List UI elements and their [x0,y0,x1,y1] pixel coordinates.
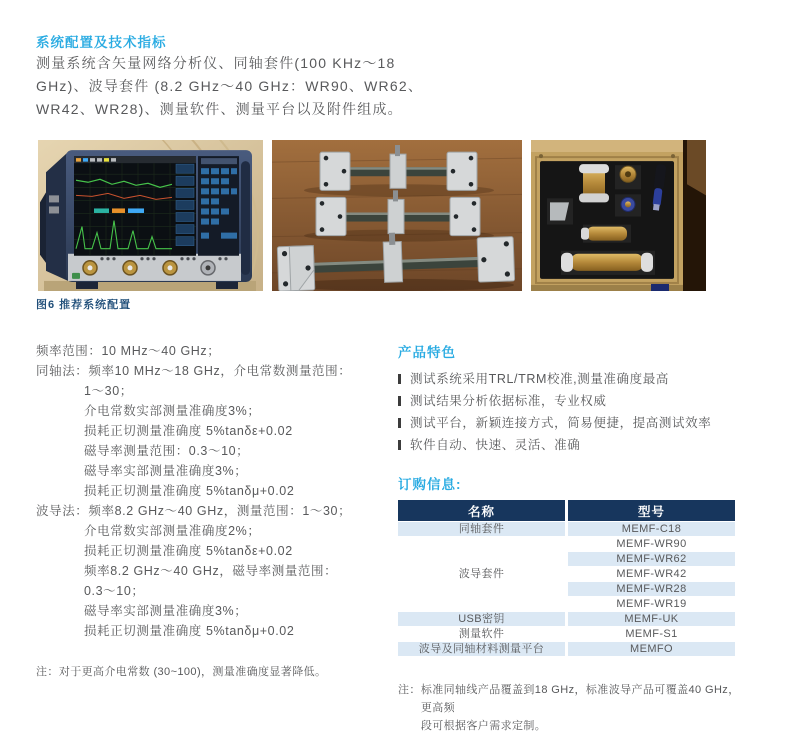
note-text [421,681,750,735]
order-table-name-cell: 测量软件 [398,627,565,641]
intro-line: WR42、WR28)、测量软件、测量平台以及附件组成。 [36,101,403,117]
technical-specs-column [36,341,392,681]
bullet-bar-icon [398,374,401,384]
page-title: 系统配置及技术指标 [36,35,167,50]
spec-line: 介电常数实部测量准确度3%； [84,404,261,418]
spec-line: 损耗正切测量准确度 5%tanδμ+0.02 [84,624,295,638]
features-ordering-column [398,341,750,735]
feature-text: 测试结果分析依据标准，专业权威 [410,394,607,408]
feature-item [398,412,750,434]
order-table-row [398,642,735,656]
order-table-model-cell: MEMFO [568,642,735,656]
intro-paragraph [36,52,472,121]
order-table-row [398,522,735,536]
spec-line: 磁导率实部测量准确度3%； [84,464,248,478]
vector-network-analyzer-photo [38,140,263,291]
order-table-name-cell: 波导套件 [398,537,565,611]
note-line: 标准同轴线产品覆盖到18 GHz，标准波导产品可覆盖40 GHz，更高频 [420,684,740,714]
feature-item [398,390,750,412]
order-table-name-cell: 波导及同轴材料测量平台 [398,642,565,656]
order-table-row [398,537,735,551]
note-label: 注： [398,684,421,696]
bullet-bar-icon [398,418,401,428]
note-label: 注： [36,666,59,678]
intro-line: GHz)、波导套件 (8.2 GHz～40 GHz：WR90、WR62、 [36,78,424,94]
ordering-note [398,681,750,735]
spec-line: 频率8.2 GHz～40 GHz，磁导率测量范围： [84,564,338,578]
order-table-model-cell: MEMF-C18 [568,522,735,536]
order-table-body [398,522,735,656]
fixtures-illustration [272,140,522,291]
calibration-kit-case-photo [531,140,706,291]
order-table-model-cell: MEMF-WR90 [568,537,735,551]
spec-line: 频率范围：10 MHz～40 GHz； [36,344,221,358]
feature-list [398,368,750,456]
feature-item [398,434,750,456]
order-table-head [398,500,735,521]
spec-line: 0.3～10； [84,584,145,598]
order-table-name-cell: 同轴套件 [398,522,565,536]
spec-line: 损耗正切测量准确度 5%tanδε+0.02 [84,544,293,558]
note-line: 段可根据客户需求定制。 [420,720,547,732]
order-table-row [398,612,735,626]
order-table-header-model: 型号 [568,500,735,521]
order-table-name-cell: USB密钥 [398,612,565,626]
note-text: 对于更高介电常数 (30~100)，测量准确度显著降低。 [58,666,327,678]
spec-line: 磁导率实部测量准确度3%； [84,604,248,618]
spec-line: 波导法：频率8.2 GHz～40 GHz，测量范围：1～30； [36,504,352,518]
bullet-bar-icon [398,440,401,450]
order-table-model-cell: MEMF-UK [568,612,735,626]
analyzer-illustration [38,140,263,291]
figure-caption: 图6 推荐系统配置 [36,299,132,311]
spec-line: 介电常数实部测量准确度2%； [84,524,261,538]
figure-photos [38,140,706,291]
intro-line: 测量系统含矢量网络分析仪、同轴套件(100 KHz～18 [36,55,396,71]
order-table-model-cell: MEMF-WR42 [568,567,735,581]
ordering-title: 订购信息: [398,477,462,492]
order-table [395,499,738,657]
order-table-row [398,627,735,641]
spec-line: 磁导率测量范围：0.3～10； [84,444,250,458]
spec-line: 损耗正切测量准确度 5%tanδε+0.02 [84,424,293,438]
order-table-model-cell: MEMF-WR19 [568,597,735,611]
features-title: 产品特色 [398,345,456,360]
order-table-model-cell: MEMF-WR62 [568,552,735,566]
feature-text: 软件自动、快速、灵活、准确 [410,438,581,452]
bullet-bar-icon [398,396,401,406]
calibration-kit-illustration [531,140,706,291]
spec-line: 1～30； [84,384,133,398]
feature-text: 测试平台，新颖连接方式，简易便捷，提高测试效率 [410,416,712,430]
spec-lines [36,341,392,641]
order-table-model-cell: MEMF-S1 [568,627,735,641]
order-table-header-name: 名称 [398,500,565,521]
spec-note [36,664,392,681]
spec-line: 同轴法：频率10 MHz～18 GHz，介电常数测量范围： [36,364,352,378]
feature-text: 测试系统采用TRL/TRM校准,测量准确度最高 [410,372,669,386]
feature-item [398,368,750,390]
waveguide-fixtures-photo [272,140,522,291]
order-table-model-cell: MEMF-WR28 [568,582,735,596]
spec-line: 损耗正切测量准确度 5%tanδμ+0.02 [84,484,295,498]
